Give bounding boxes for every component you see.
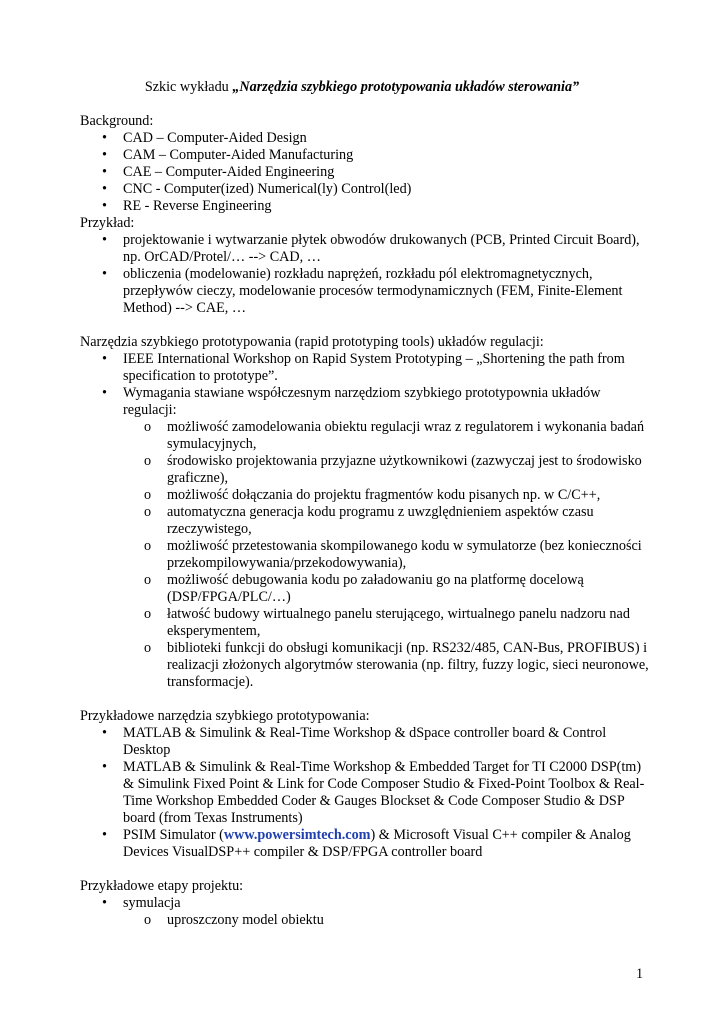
list-item: • RE - Reverse Engineering	[102, 198, 272, 214]
tools-list	[80, 725, 650, 861]
circle-bullet-icon: o	[144, 504, 152, 520]
circle-bullet-icon: o	[144, 572, 152, 588]
bullet-icon: •	[102, 181, 107, 197]
circle-bullet-icon: o	[144, 912, 152, 928]
sublist-item: o uproszczony model obiektu	[144, 912, 324, 928]
powersim-link[interactable]: www.powersimtech.com	[223, 827, 371, 843]
circle-bullet-icon: o	[144, 538, 152, 554]
sublist-item: o łatwość budowy wirtualnego panelu sterującego, wirtualnego panelu nadzoru nad eksperymentem,	[144, 606, 630, 639]
bullet-icon: •	[102, 147, 107, 163]
sublist-item: o automatyczna generacja kodu programu z uwzględnieniem aspektów czasu rzeczywistego,	[144, 504, 594, 537]
sublist-item: o biblioteki funkcji do obsługi komunikacji (np. RS232/485, CAN-Bus, PROFIBUS) i realizacji złożonych algorytmów sterowania (np. filtry, fuzzy logic, sieci neuronowe, transformacje).	[144, 640, 649, 690]
stages-heading: Przykładowe etapy projektu:	[80, 878, 244, 894]
list-item: • CAM – Computer-Aided Manufacturing	[102, 147, 354, 163]
paragraph-gap	[80, 691, 650, 708]
title-emphasis: „Narzędzia szybkiego prototypowania układów sterowania”	[232, 79, 580, 95]
list-item: • projektowanie i wytwarzanie płytek obwodów drukowanych (PCB, Printed Circuit Board), np. OrCAD/Protel/… --> CAD, …	[102, 232, 640, 265]
sublist-item: o środowisko projektowania przyjazne użytkownikowi (zazwyczaj jest to środowisko graficzne),	[144, 453, 642, 486]
background-list	[80, 130, 650, 215]
sublist-item: o możliwość dołączania do projektu fragmentów kodu pisanych np. w C/C++,	[144, 487, 601, 503]
bullet-icon: •	[102, 725, 107, 741]
list-item: • IEEE International Workshop on Rapid System Prototyping – „Shortening the path from specification to prototype”.	[102, 351, 625, 384]
circle-bullet-icon: o	[144, 640, 152, 656]
bullet-icon: •	[102, 130, 107, 146]
circle-bullet-icon: o	[144, 453, 152, 469]
stages-list	[80, 895, 650, 929]
rapid-heading: Narzędzia szybkiego prototypowania (rapid prototyping tools) układów regulacji:	[80, 334, 544, 350]
circle-bullet-icon: o	[144, 419, 152, 435]
list-item: • symulacja o uproszczony model obiektu	[80, 895, 650, 929]
bullet-icon: •	[102, 164, 107, 180]
list-item: • MATLAB & Simulink & Real-Time Workshop & dSpace controller board & Control Desktop	[102, 725, 607, 758]
bullet-icon: •	[102, 385, 107, 401]
lecture-title	[0, 79, 724, 96]
example-list	[80, 232, 650, 317]
paragraph-gap	[80, 317, 650, 334]
bullet-icon: •	[102, 351, 107, 367]
title-prefix: Szkic wykładu	[144, 79, 233, 95]
list-item: • Wymagania stawiane współczesnym narzędziom szybkiego prototypownia układów regulacji: o możliwość zamodelowania obiektu regulacji wraz z regulatorem i wykonania badań symulacyjnych, o środowisko projektowania przyjazne użytkownikowi (zazwyczaj jest to środowisko graficzne), o możliwość dołączania do projektu fragmentów kodu pisanych np. w C/C++, o automatyczna generacja kodu programu z uwzględnieniem aspektów czasu rzeczywistego, o możliwość przetestowania skompilowanego kodu w symulatorze (bez konieczności przekompilowywania/przekodowywania), o możliwość debugowania kodu po załadowaniu go na platformę docelową (DSP/FPGA/PLC/…) o łatwość budowy wirtualnego panelu sterującego, wirtualnego panelu nadzoru nad eksperymentem, o biblioteki funkcji do obsługi komunikacji (np. RS232/485, CAN-Bus, PROFIBUS) i realizacji złożonych algorytmów sterowania (np. filtry, fuzzy logic, sieci neuronowe, transformacje).	[80, 385, 650, 691]
document-body	[80, 113, 650, 929]
list-item: • obliczenia (modelowanie) rozkładu naprężeń, rozkładu pól elektromagnetycznych, przepływów cieczy, modelowanie procesów termodynamicznych (FEM, Finite-Element Method) --> CAE, …	[102, 266, 623, 316]
sublist-item: o możliwość zamodelowania obiektu regulacji wraz z regulatorem i wykonania badań symulacyjnych,	[144, 419, 645, 452]
list-item: • CNC - Computer(ized) Numerical(ly) Control(led)	[102, 181, 412, 197]
bullet-icon: •	[102, 266, 107, 282]
background-heading: Background:	[80, 113, 154, 129]
bullet-icon: •	[102, 827, 107, 843]
bullet-icon: •	[102, 895, 107, 911]
rapid-list	[80, 351, 650, 691]
paragraph-gap	[80, 861, 650, 878]
example-heading: Przykład:	[80, 215, 135, 231]
list-item: • CAE – Computer-Aided Engineering	[102, 164, 335, 180]
bullet-icon: •	[102, 759, 107, 775]
bullet-icon: •	[102, 232, 107, 248]
requirements-sublist	[123, 419, 650, 691]
list-item: • MATLAB & Simulink & Real-Time Workshop & Embedded Target for TI C2000 DSP(tm) & Simulink Fixed Point & Link for Code Composer Studio & Fixed-Point Toolbox & Real-Time Workshop Embedded Coder & Gauges Blockset & Code Composer Studio & DSP board (from Texas Instruments)	[102, 759, 645, 826]
circle-bullet-icon: o	[144, 606, 152, 622]
circle-bullet-icon: o	[144, 487, 152, 503]
tools-heading: Przykładowe narzędzia szybkiego prototypowania:	[80, 708, 370, 724]
bullet-icon: •	[102, 198, 107, 214]
sublist-item: o możliwość debugowania kodu po załadowaniu go na platformę docelową (DSP/FPGA/PLC/…)	[144, 572, 584, 605]
page-number: 1	[636, 966, 644, 982]
sublist-item: o możliwość przetestowania skompilowanego kodu w symulatorze (bez konieczności przekompilowywania/przekodowywania),	[144, 538, 642, 571]
list-item: • PSIM Simulator (www.powersimtech.com) & Microsoft Visual C++ compiler & Analog Devices VisualDSP++ compiler & DSP/FPGA controller board	[102, 827, 631, 860]
list-item: • CAD – Computer-Aided Design	[102, 130, 307, 146]
stages-sublist	[123, 912, 650, 929]
